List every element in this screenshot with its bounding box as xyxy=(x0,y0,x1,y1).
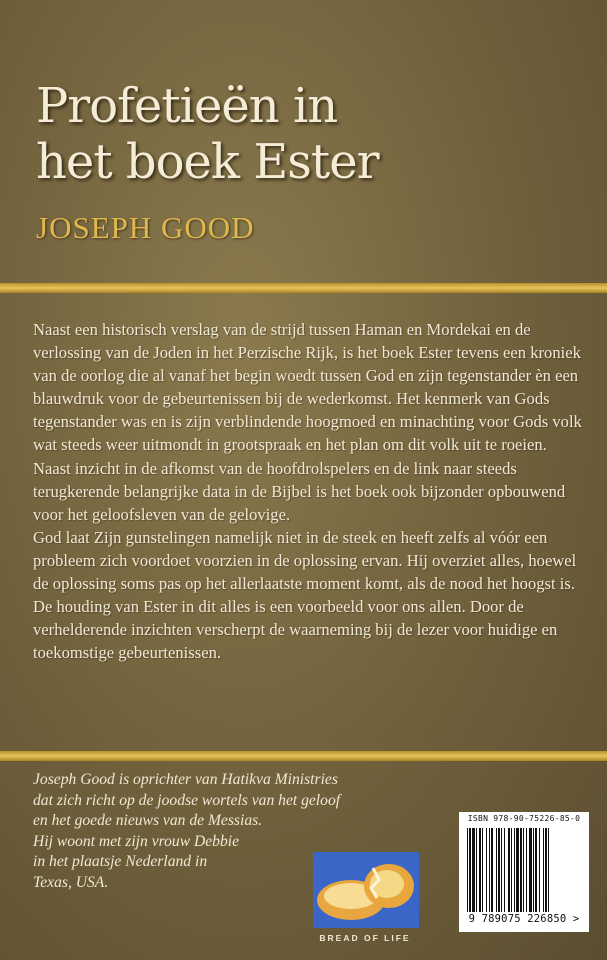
barcode-bar xyxy=(472,828,475,912)
barcode-bar xyxy=(520,828,522,912)
barcode-digits: 9 789075 226850 > xyxy=(468,913,580,925)
barcode-bar xyxy=(526,828,527,912)
author-bio-line: dat zich richt op de joodse wortels van het geloof xyxy=(33,791,341,809)
author-bio-line: Texas, USA. xyxy=(33,873,109,891)
isbn-label: ISBN 978-90-75226-85-0 xyxy=(467,814,581,823)
blurb-text xyxy=(33,318,585,664)
bread-loaf-icon xyxy=(311,848,421,930)
barcode-bar xyxy=(539,828,540,912)
author-bio-line: Hij woont met zijn vrouw Debbie xyxy=(33,832,240,850)
barcode-bar xyxy=(482,828,483,912)
barcode-bar xyxy=(491,828,493,912)
gold-divider-top xyxy=(0,283,607,293)
book-title-line-2: het boek Ester xyxy=(36,134,379,190)
barcode-bar xyxy=(543,828,544,912)
barcode-bar xyxy=(545,828,547,912)
barcode-bar xyxy=(498,828,500,912)
barcode-bar xyxy=(489,828,490,912)
barcode-bar xyxy=(501,828,502,912)
barcode-bar xyxy=(548,828,549,912)
gold-divider-bottom xyxy=(0,751,607,761)
barcode-bar xyxy=(523,828,524,912)
publisher-name: BREAD OF LIFE xyxy=(319,933,411,943)
blurb-paragraph-2: God laat Zijn gunstelingen namelijk niet in de steek en heeft zelfs al vóór een probleem zich voordoet voorzien in de oplossing ervan. Hij overziet alles, hoewel de oplossing soms pas op het allerlaatste moment komt, als de nood het hoogst is. De houding van Ester in dit alles is een voorbeeld voor ons allen. Door de verhelderende inzichten verscherpt de waarneming bij de lezer voor huidige en toekomstige gebeurtenissen. xyxy=(33,527,577,663)
author-name: JOSEPH GOOD xyxy=(36,210,255,245)
author-bio-line: en het goede nieuws van de Messias. xyxy=(33,812,263,829)
barcode-bar xyxy=(516,828,519,912)
barcode-bar xyxy=(533,828,534,912)
barcode-bar xyxy=(467,828,468,912)
book-title-line-1: Profetieën in xyxy=(36,78,338,134)
barcode xyxy=(465,828,583,912)
barcode-bar xyxy=(479,828,481,912)
barcode-bar xyxy=(486,828,487,912)
barcode-bar xyxy=(511,828,512,912)
barcode-bar xyxy=(469,828,471,912)
isbn-barcode-box xyxy=(459,812,589,932)
barcode-bar xyxy=(504,828,505,912)
author-bio-line: in het plaatsje Nederland in xyxy=(33,853,208,870)
barcode-bar xyxy=(514,828,515,912)
barcode-bar xyxy=(535,828,537,912)
book-title xyxy=(36,78,576,190)
barcode-bar xyxy=(496,828,497,912)
barcode-bar xyxy=(476,828,477,912)
blurb-paragraph-1: Naast een historisch verslag van de strijd tussen Haman en Mordekai en de verlossing van de Joden in het Perzische Rijk, is het boek Ester tevens een kroniek van de oorlog die al vanaf het begin woedt tussen God en zijn tegenstander èn een blauwdruk voor de gebeurtenissen bij de wederkomst. Het kenmerk van Gods tegenstander was en is zijn verblindende hoogmoed en minachting voor Gods volk wat steeds weer uitmondt in grootspraak en het plan om dit volk uit te roeien. Naast inzicht in de afkomst van de hoofdrolspelers en de link naar steeds terugkerende belangrijke data in de Bijbel is het boek ook bijzonder opbouwend voor het geloofsleven van de gelovige. xyxy=(33,320,582,524)
barcode-bar xyxy=(529,828,532,912)
barcode-bar xyxy=(508,828,510,912)
author-bio-line: Joseph Good is oprichter van Hatikva Ministries xyxy=(33,771,338,788)
